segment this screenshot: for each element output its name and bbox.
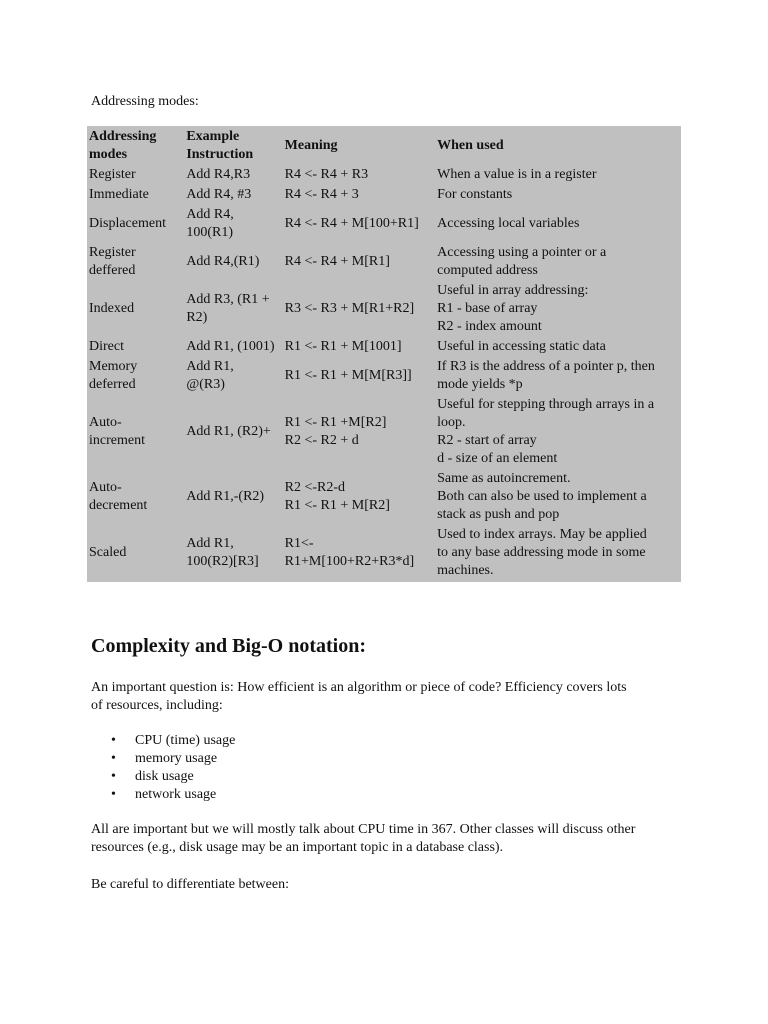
cell-line: R1<-	[284, 536, 314, 551]
example-cell	[186, 166, 282, 184]
when-used-cell	[437, 338, 679, 356]
cell-line: 100(R1)	[186, 225, 233, 240]
mode-cell	[89, 358, 184, 394]
cell-line: deffered	[89, 263, 136, 278]
example-cell	[186, 470, 282, 524]
cell-line: Useful for stepping through arrays in a	[437, 397, 655, 412]
header-line: Instruction	[186, 147, 254, 162]
meaning-cell	[285, 244, 436, 280]
cell-line: R1+M[100+R2+R3*d]	[284, 554, 415, 569]
table-row	[89, 470, 679, 524]
cell-line: Accessing using a pointer or a	[437, 245, 607, 260]
cell-line: R2 - index amount	[437, 319, 542, 334]
cell-line: For constants	[437, 187, 513, 202]
cell-line: Same as autoincrement.	[437, 471, 571, 486]
example-cell	[186, 282, 282, 336]
intro-text: Addressing modes:	[91, 94, 199, 109]
cell-line: Auto-	[89, 415, 122, 430]
cell-line: Useful in accessing static data	[437, 339, 606, 354]
mode-cell	[89, 526, 184, 580]
meaning-cell	[285, 358, 436, 394]
header-line: Meaning	[284, 138, 338, 153]
table-row	[89, 166, 679, 184]
cell-line: Add R1, (1001)	[186, 339, 275, 354]
header-line: modes	[89, 147, 128, 162]
meaning-cell	[285, 470, 436, 524]
cell-line: R2 <-R2-d	[284, 480, 346, 495]
list-item: • network usage	[91, 786, 235, 804]
table-row	[89, 358, 679, 394]
example-cell	[186, 526, 282, 580]
meaning-cell	[285, 282, 436, 336]
cell-line: d - size of an element	[437, 451, 558, 466]
table-header-row	[89, 128, 679, 164]
mode-cell	[89, 186, 184, 204]
cell-line: R3 <- R3 + M[R1+R2]	[284, 301, 415, 316]
cell-line: Add R4, #3	[186, 187, 252, 202]
cell-line: Immediate	[89, 187, 149, 202]
cell-line: Add R1,	[186, 536, 234, 551]
when-used-cell	[437, 282, 679, 336]
cell-line: R4 <- R4 + M[R1]	[284, 254, 390, 269]
mode-cell	[89, 166, 184, 184]
cell-line: Scaled	[89, 545, 127, 560]
cell-line: loop.	[437, 415, 466, 430]
example-cell	[186, 338, 282, 356]
paragraph-cpu-time	[91, 821, 691, 857]
cell-line: If R3 is the address of a pointer p, then	[437, 359, 655, 374]
cell-line: When a value is in a register	[437, 167, 597, 182]
cell-line: decrement	[89, 498, 148, 513]
when-used-cell	[437, 526, 679, 580]
list-item: • memory usage	[91, 750, 235, 768]
cell-line: R4 <- R4 + 3	[284, 187, 359, 202]
list-item: • disk usage	[91, 768, 235, 786]
mode-cell	[89, 206, 184, 242]
cell-line: R4 <- R4 + M[100+R1]	[284, 216, 419, 231]
cell-line: Useful in array addressing:	[437, 283, 589, 298]
cell-line: Add R4,	[186, 207, 234, 222]
mode-cell	[89, 282, 184, 336]
cell-line: Displacement	[89, 216, 166, 231]
section-heading: Complexity and Big-O notation:	[91, 635, 367, 657]
cell-line: R2 <- R2 + d	[284, 433, 359, 448]
cell-line: deferred	[89, 377, 136, 392]
when-used-cell	[437, 206, 679, 242]
example-cell	[186, 206, 282, 242]
cell-line: computed address	[437, 263, 538, 278]
meaning-cell	[285, 396, 436, 468]
mode-cell	[89, 396, 184, 468]
meaning-cell	[285, 338, 436, 356]
example-cell	[186, 244, 282, 280]
cell-line: R1 <- R1 + M[M[R3]]	[284, 368, 412, 383]
resource-list	[91, 732, 235, 804]
cell-line: to any base addressing mode in some	[437, 545, 646, 560]
cell-line: Add R3, (R1 +	[186, 292, 270, 307]
cell-line: stack as push and pop	[437, 507, 560, 522]
when-used-cell	[437, 470, 679, 524]
addressing-modes-table	[87, 126, 681, 582]
example-cell	[186, 186, 282, 204]
cell-line: R1 - base of array	[437, 301, 538, 316]
table-row	[89, 396, 679, 468]
table-row	[89, 338, 679, 356]
meaning-cell	[285, 166, 436, 184]
mode-cell	[89, 470, 184, 524]
example-cell	[186, 358, 282, 394]
cell-line: R4 <- R4 + R3	[284, 167, 369, 182]
header-line: When used	[437, 138, 504, 153]
paragraph-line: An important question is: How efficient is an algorithm or piece of code? Efficiency covers lots	[91, 680, 627, 695]
mode-cell	[89, 244, 184, 280]
cell-line: R1 <- R1 + M[R2]	[284, 498, 390, 513]
mode-cell	[89, 338, 184, 356]
cell-line: Direct	[89, 339, 124, 354]
when-used-cell	[437, 358, 679, 394]
meaning-cell	[285, 186, 436, 204]
table-body	[89, 166, 679, 580]
table-row	[89, 526, 679, 580]
header-cell	[285, 128, 436, 164]
cell-line: Memory	[89, 359, 138, 374]
cell-line: increment	[89, 433, 145, 448]
cell-line: Register	[89, 167, 136, 182]
cell-line: R1 <- R1 + M[1001]	[284, 339, 402, 354]
table-row	[89, 206, 679, 242]
meaning-cell	[285, 206, 436, 242]
example-cell	[186, 396, 282, 468]
cell-line: Add R4,R3	[186, 167, 251, 182]
when-used-cell	[437, 244, 679, 280]
cell-line: Accessing local variables	[437, 216, 580, 231]
header-cell	[186, 128, 282, 164]
cell-line: Both can also be used to implement a	[437, 489, 647, 504]
table-row	[89, 244, 679, 280]
cell-line: machines.	[437, 563, 494, 578]
header-line: Example	[186, 129, 240, 144]
cell-line: Auto-	[89, 480, 122, 495]
header-line: Addressing	[89, 129, 157, 144]
table-row	[89, 186, 679, 204]
cell-line: Indexed	[89, 301, 135, 316]
cell-line: @(R3)	[186, 377, 225, 392]
header-cell	[437, 128, 679, 164]
header-cell	[89, 128, 184, 164]
paragraph-line: All are important but we will mostly talk about CPU time in 367. Other classes will discuss other	[91, 822, 636, 837]
list-item: • CPU (time) usage	[91, 732, 235, 750]
cell-line: R1 <- R1 +M[R2]	[284, 415, 387, 430]
paragraph-efficiency	[91, 679, 691, 715]
cell-line: 100(R2)[R3]	[186, 554, 259, 569]
cell-line: R2 - start of array	[437, 433, 537, 448]
cell-line: Add R1,-(R2)	[186, 489, 265, 504]
table-row	[89, 282, 679, 336]
paragraph-line: of resources, including:	[91, 698, 223, 713]
cell-line: Used to index arrays. May be applied	[437, 527, 647, 542]
when-used-cell	[437, 186, 679, 204]
cell-line: Register	[89, 245, 136, 260]
meaning-cell	[285, 526, 436, 580]
paragraph-line: resources (e.g., disk usage may be an important topic in a database class).	[91, 840, 504, 855]
cell-line: R2)	[186, 310, 208, 325]
cell-line: mode yields *p	[437, 377, 523, 392]
cell-line: Add R4,(R1)	[186, 254, 260, 269]
when-used-cell	[437, 396, 679, 468]
paragraph-differentiate: Be careful to differentiate between:	[91, 877, 289, 892]
cell-line: Add R1, (R2)+	[186, 424, 271, 439]
cell-line: Add R1,	[186, 359, 234, 374]
when-used-cell	[437, 166, 679, 184]
